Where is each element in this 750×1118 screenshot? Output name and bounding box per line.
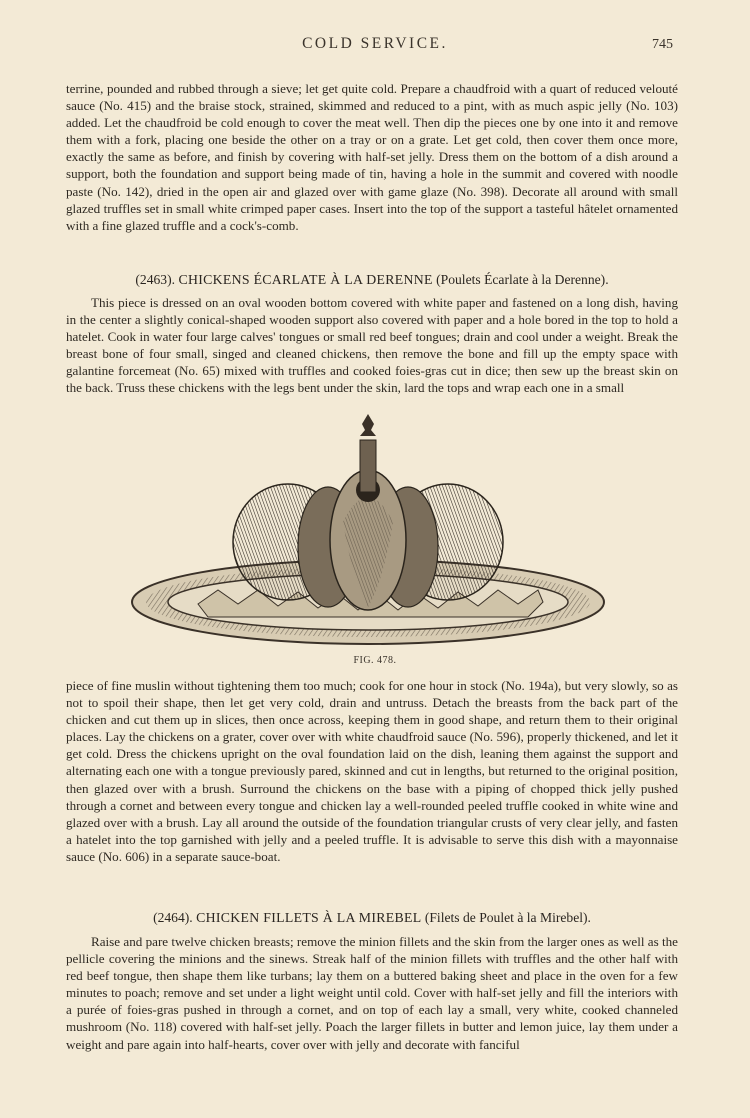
recipe-2463-body-top bbox=[66, 294, 678, 397]
recipe-2463-heading bbox=[66, 272, 678, 288]
recipe-2464-heading bbox=[66, 910, 678, 926]
figure-chickens-illustration bbox=[128, 412, 608, 660]
recipe-2463-title: CHICKENS ÉCARLATE À LA DERENNE bbox=[178, 272, 433, 287]
recipe-2464-body bbox=[66, 933, 678, 1053]
recipe-2463-subtitle: (Poulets Écarlate à la Derenne). bbox=[436, 272, 609, 287]
intro-paragraph: terrine, pounded and rubbed through a sieve; let get quite cold. Prepare a chaudfroid with a quart of reduced velouté sauce (No. 415) and the braise stock, strained, skimmed and reduced to a pint, with as much aspic jelly (No. 103) added. Let the chaudfroid be cold enough to cover the meat well. Then dip the pieces one by one into it and remove them with a fork, placing one beside the other on a tray or on a grate. Let get cold, then cover them once more, exactly the same as before, and finish by covering with half-set jelly. Dress them on the bottom of a dish around a support, both the foundation and support being made of tin, having a hole in the summit and covered with noodle paste (No. 142), dried in the open air and glazed over with game glaze (No. 398). Decorate all around with small glazed truffles set in small white crimped paper cases. Insert into the top of the support a tasteful hâtelet ornamented with a fine glazed truffle and a cock's-comb. bbox=[66, 81, 678, 233]
recipe-2464-paragraph-1: Raise and pare twelve chicken breasts; remove the minion fillets and the skin from the larger ones as well as the pellicle covering the minions and the sinews. Streak half of the minion fillets with truffles and the other half with red beef tongue, then shape them like turbans; lay them on a buttered baking sheet and place in the oven for a few minutes to poach; remove and set under a light weight until cold. Cover with half-set jelly and fill the interiors with a purée of foies-gras pushed in through a cornet, and on top of each lay a small, very white, cooked channeled mushroom (No. 118) covered with half-set jelly. Poach the larger fillets in butter and lemon juice, lay them under a weight and pare again into half-hearts, cover over with jelly and decorate with fanciful bbox=[66, 934, 678, 1052]
running-header-title: COLD SERVICE. bbox=[302, 35, 448, 52]
intro-section bbox=[66, 80, 678, 234]
recipe-2463-paragraph-2: piece of fine muslin without tightening them too much; cook for one hour in stock (No. 194a), but very slowly, so as not to spoil their shape, then let get very cold, drain and untruss. Detach the breasts from the back part of the chicken and cut them up in slices, then once across, keeping them in good shape, and return them to their original places. Lay the chickens on a grater, cover over with white chaudfroid sauce (No. 596), properly thickened, and let it get cold. Dress the chickens upright on the oval foundation laid on the dish, leaning them against the support and alternating each one with a tongue previously pared, skinned and cut in lengths, but returned to the original position, then glazed over with a brush. Surround the chickens on the base with a piping of chopped thick jelly pushed through a cornet and between every tongue and chicken lay a well-rounded peeled truffle cooked in white wine and glazed over with a brush. Lay all around the outside of the foundation triangular crusts of very clear jelly, and fasten a hatelet into the top garnished with jelly and a peeled truffle. It is advisable to serve this dish with a mayonnaise sauce (No. 606) in a separate sauce-boat. bbox=[66, 678, 678, 864]
recipe-2463-body-bottom bbox=[66, 677, 678, 865]
hatelet-ornament bbox=[360, 414, 376, 436]
recipe-2463-number: (2463). bbox=[135, 272, 176, 287]
recipe-2463-paragraph-1: This piece is dressed on an oval wooden bottom covered with white paper and fastened on a long dish, having in the center a slightly conical-shaped wooden support also covered with paper and a hole bored in the top to hold a hatelet. Cook in water four large calves' tongues or small red beef tongues; drain and cool under a weight. Break the breast bone of four small, singed and cleaned chickens, then remove the bone and fill up the empty space with galantine forcemeat (No. 65) mixed with truffles and cooked foies-gras cut in dice; then sew up the breast skin on the back. Truss these chickens with the legs bent under the skin, lard the tops and wrap each one in a small bbox=[66, 295, 678, 396]
chickens-engraving bbox=[128, 412, 608, 660]
figure-caption: FIG. 478. bbox=[353, 655, 397, 666]
hatelet-stem bbox=[360, 440, 376, 492]
recipe-2464-title: CHICKEN FILLETS À LA MIREBEL bbox=[196, 910, 422, 925]
recipe-2464-subtitle: (Filets de Poulet à la Mirebel). bbox=[424, 910, 591, 925]
page-number: 745 bbox=[652, 37, 673, 52]
recipe-2464-number: (2464). bbox=[153, 910, 193, 925]
